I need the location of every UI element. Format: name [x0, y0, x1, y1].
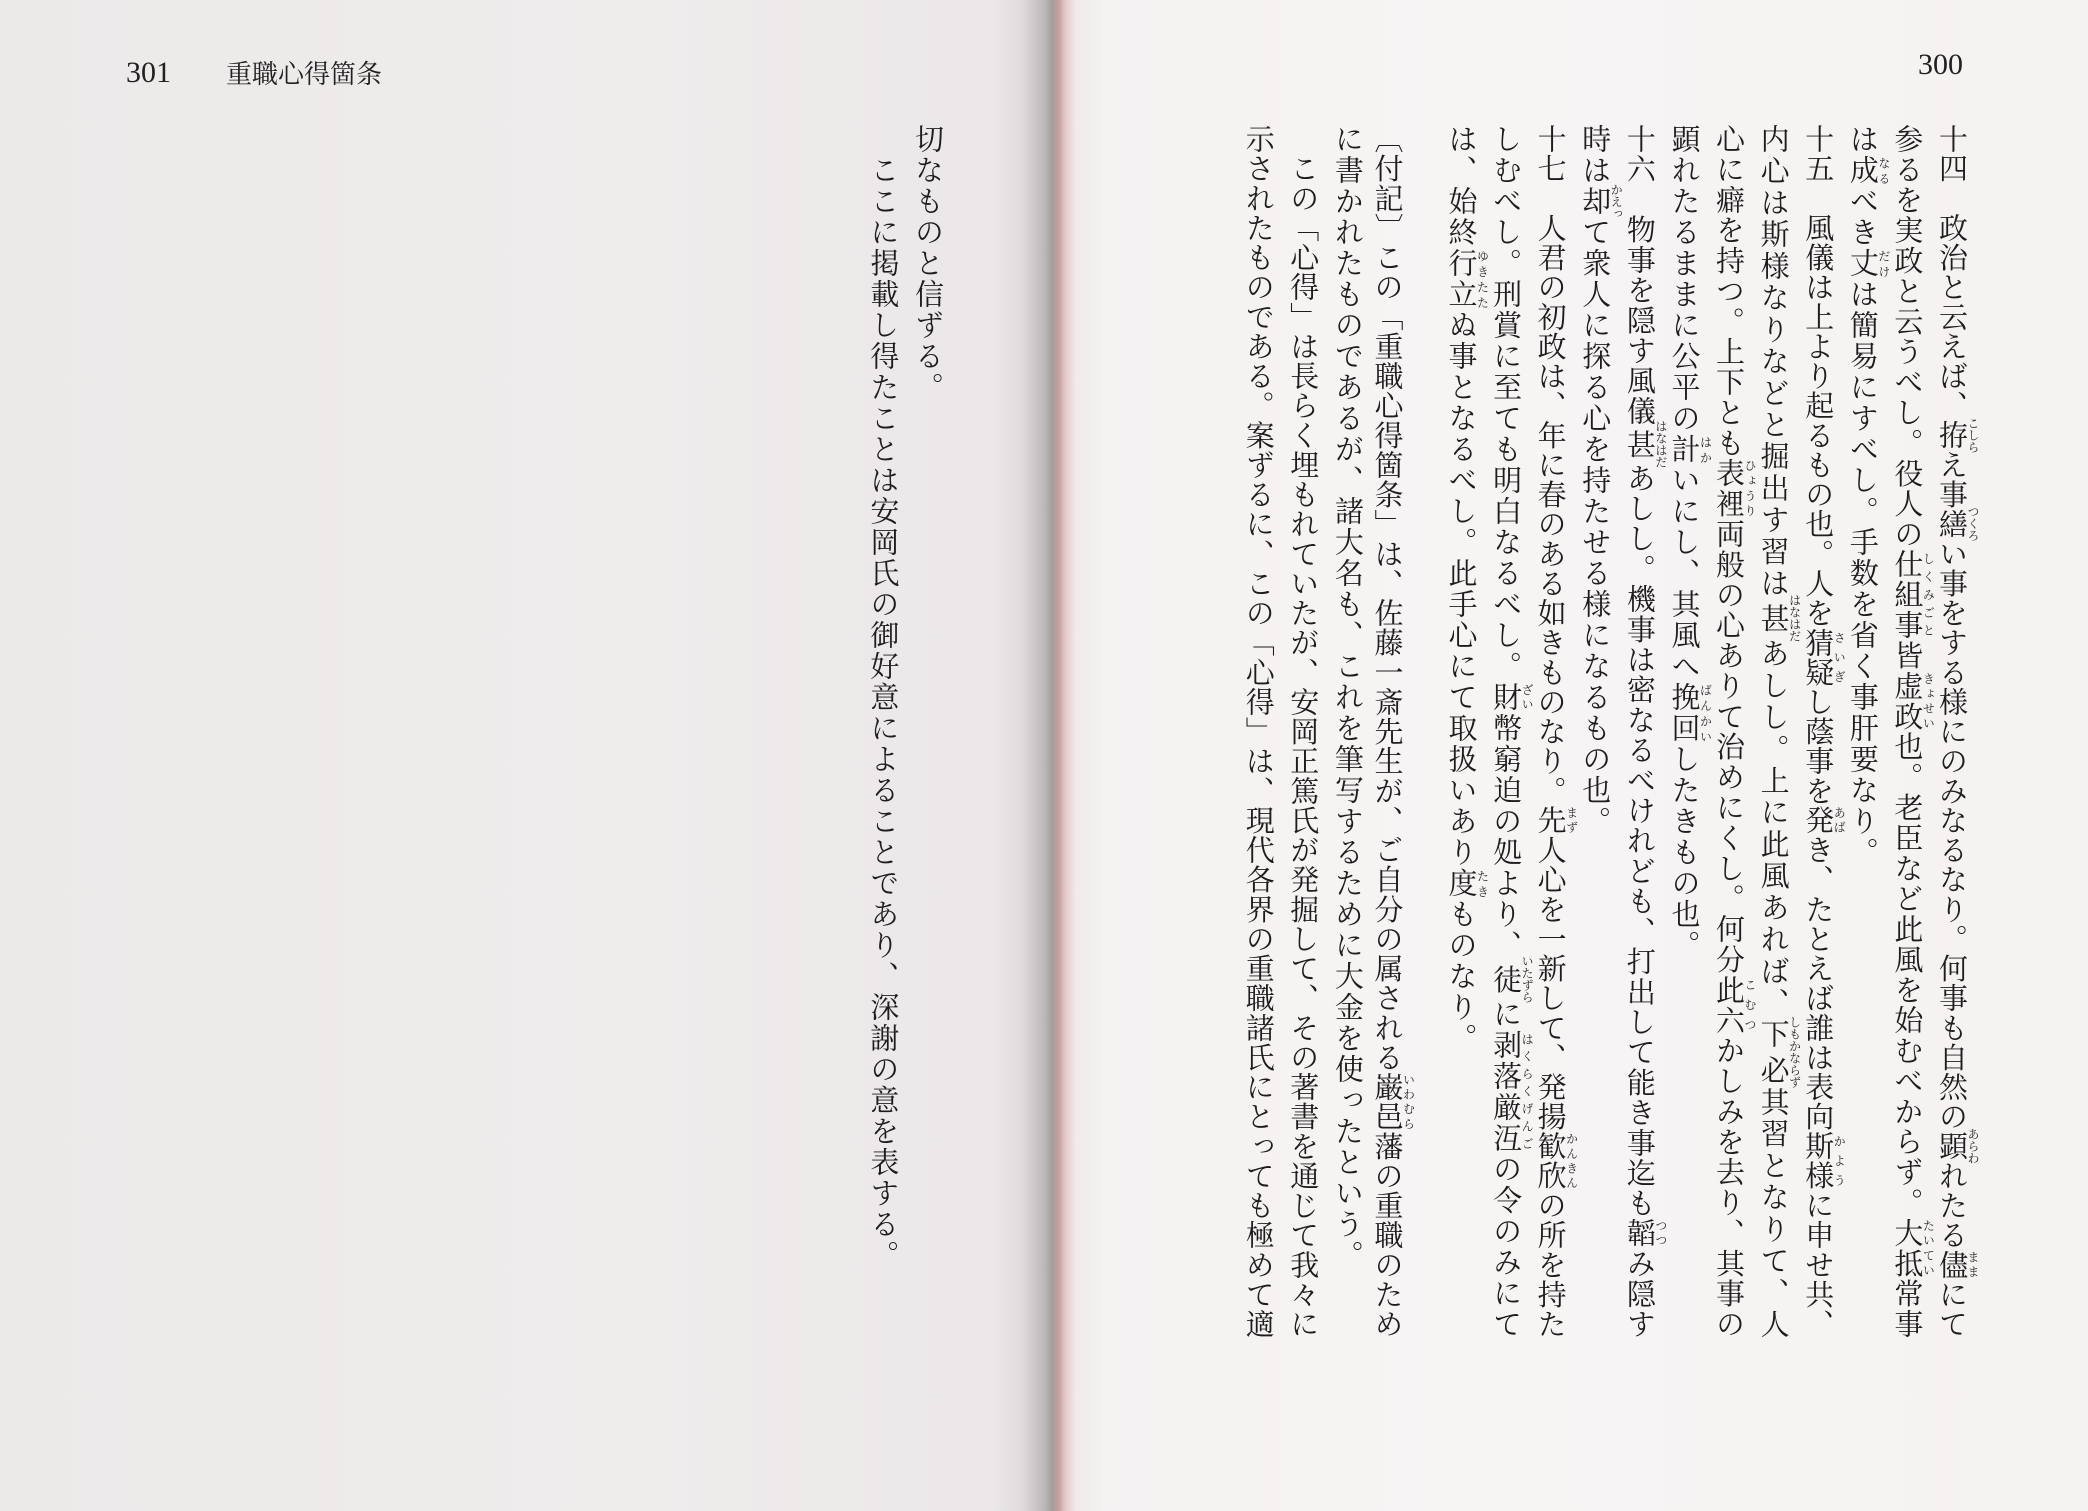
furigana-reading: はなはだ — [1653, 420, 1668, 469]
furigana-reading: こむつ — [1743, 974, 1758, 1035]
ruby-base: 此六 — [1712, 974, 1747, 1036]
ruby-base: 下必 — [1756, 1015, 1791, 1088]
note-column — [1281, 124, 1326, 1338]
ruby-word — [1935, 505, 1980, 542]
text-column — [1756, 124, 1801, 1338]
ruby-base: 甚 — [1756, 593, 1791, 642]
furigana-reading: しもかならず — [1787, 1015, 1802, 1088]
ruby-word — [1935, 416, 1980, 453]
ruby-base: 先 — [1533, 805, 1568, 835]
text-run: し蔭事を — [1801, 686, 1836, 806]
text-run: に申せ共、 — [1801, 1190, 1836, 1338]
furigana-reading: かんきん — [1564, 1131, 1579, 1190]
ruby-base: 度 — [1444, 868, 1479, 899]
text-run: かしみを去り、其事の — [1712, 1035, 1747, 1339]
furigana-reading: なる — [1876, 155, 1891, 186]
text-run: ここに掲載し得たことは安岡氏の御好意によることであり、深謝の意を表する。 — [866, 124, 901, 1271]
ruby-word — [1756, 593, 1802, 642]
furigana-reading: つつ — [1653, 1218, 1668, 1248]
text-run: に書かれたものであるが、諸大名も、これを筆写するために大金を使ったという。 — [1330, 124, 1365, 1271]
text-run: は簡易にすべし。手数を省く事肝要なり。 — [1845, 279, 1880, 868]
text-run: の令のみにて — [1489, 1154, 1524, 1338]
running-head: 重職心得箇条 — [226, 60, 383, 90]
text-run: 幣窮迫の処より、 — [1489, 713, 1524, 961]
furigana-reading: たいてい — [1921, 1217, 1936, 1278]
ruby-base: 巌邑 — [1370, 1072, 1405, 1132]
text-column — [1444, 124, 1489, 1338]
text-run: にて — [1935, 1279, 1969, 1338]
left-page-body — [861, 124, 950, 1338]
ruby-word — [1935, 1127, 1980, 1164]
furigana-reading: はなはだ — [1787, 593, 1802, 642]
ruby-base: 韜 — [1622, 1218, 1657, 1249]
text-column — [1711, 124, 1756, 1338]
text-column — [1845, 124, 1890, 1338]
ruby-word — [1489, 955, 1535, 1003]
ruby-base: 財 — [1489, 682, 1524, 713]
ruby-base: 大抵 — [1890, 1217, 1925, 1279]
ruby-word — [1801, 805, 1847, 835]
furigana-reading: まま — [1966, 1249, 1980, 1279]
text-run: み隠す — [1622, 1248, 1657, 1339]
ruby-base: 拵 — [1935, 416, 1969, 453]
ruby-base: 丈 — [1845, 248, 1880, 279]
ruby-word — [1935, 1249, 1980, 1280]
furigana-reading: いわむら — [1401, 1072, 1416, 1131]
furigana-reading: ゆきたた — [1475, 248, 1490, 310]
text-run: 其習となりて、人 — [1756, 1084, 1791, 1339]
ruby-word — [1444, 868, 1490, 899]
text-run: ぬ事となるべし。此手心にて取扱いあり — [1444, 310, 1479, 868]
ruby-word — [1622, 420, 1668, 469]
item-14-column — [1934, 124, 1979, 1338]
text-column — [1667, 124, 1712, 1338]
furigana-reading: はくらくげんご — [1520, 1030, 1535, 1152]
ruby-base: 甚 — [1622, 420, 1657, 469]
furigana-reading: しくみごと — [1921, 549, 1936, 640]
furigana-reading: かよう — [1832, 1131, 1847, 1190]
text-run: 参るを実政と云うべし。役人の — [1890, 124, 1925, 550]
text-run: 示されたものである。案ずるに、この「心得」は、現代各界の重職諸氏にとっても極めて適 — [1241, 124, 1276, 1338]
ruby-base: 儘 — [1935, 1249, 1969, 1280]
furigana-reading: さいぎ — [1832, 627, 1847, 687]
text-run: れたる — [1935, 1160, 1969, 1250]
text-run: ものなり。 — [1444, 899, 1479, 1054]
ruby-word — [1890, 1217, 1936, 1279]
ruby-word — [1801, 1131, 1847, 1191]
text-run: したきもの也。 — [1667, 744, 1702, 961]
text-run: の所を持た — [1533, 1190, 1568, 1338]
item-15-column — [1801, 124, 1846, 1338]
ruby-base: 猜疑 — [1801, 627, 1836, 687]
text-run: い事をする様にのみなるなり。何事も自然の — [1935, 538, 1969, 1132]
ruby-base: 発 — [1801, 805, 1836, 835]
ruby-base: 歓欣 — [1533, 1131, 1568, 1191]
ruby-base: 成 — [1845, 155, 1880, 186]
text-run: 也。老臣など此風を始むべからず。 — [1890, 731, 1925, 1218]
ruby-word — [1489, 682, 1535, 713]
ruby-base: 挽回 — [1667, 682, 1702, 744]
text-run: いにし、其風へ — [1667, 465, 1702, 682]
furigana-reading: つくろ — [1966, 505, 1980, 542]
furigana-reading: あらわ — [1966, 1127, 1980, 1164]
text-run: 皆 — [1890, 640, 1925, 671]
text-run: あしし。上に此風あれば、 — [1756, 635, 1791, 1020]
ruby-base: 斯様 — [1801, 1131, 1836, 1191]
ruby-base: 剥落厳沍 — [1489, 1030, 1524, 1154]
furigana-reading: きょせい — [1921, 670, 1936, 731]
item-16-column — [1622, 124, 1667, 1338]
text-run: べき — [1845, 186, 1880, 248]
text-run: 人心を一新して、発揚 — [1533, 835, 1568, 1132]
furigana-reading: だけ — [1876, 248, 1891, 279]
text-run: き、たとえば誰は表向 — [1801, 835, 1836, 1132]
binding-gutter-shadow — [992, 0, 1102, 1511]
text-column — [1578, 124, 1623, 1338]
text-run: 両般の心ありて治めにくし。何分 — [1712, 519, 1747, 975]
text-column — [861, 124, 906, 1338]
furigana-reading: いたずら — [1520, 955, 1535, 1003]
text-run: え事 — [1935, 449, 1969, 510]
text-column — [905, 124, 950, 1338]
text-run: 〔付記〕この「重職心得箇条」は、佐藤一斎先生が、ご自分の属される — [1370, 124, 1405, 1072]
ruby-word — [1667, 434, 1713, 465]
ruby-base: 虚政 — [1890, 670, 1925, 732]
text-column — [1488, 124, 1533, 1338]
ruby-word — [1845, 248, 1891, 279]
text-run: 切なものと信ずる。 — [911, 124, 945, 403]
furigana-reading: ばんかい — [1698, 682, 1713, 744]
right-page — [1062, 0, 2088, 1511]
ruby-base: 計 — [1667, 434, 1702, 465]
furigana-reading: まず — [1564, 805, 1579, 835]
text-run: しむべし。刑賞に至ても明白なるべし。 — [1489, 124, 1524, 682]
ruby-base: 表裡 — [1712, 458, 1747, 520]
ruby-base: 仕組事 — [1890, 549, 1925, 641]
ruby-word — [1622, 1218, 1668, 1249]
furigana-reading: ひょうり — [1743, 458, 1758, 518]
ruby-word — [1712, 458, 1758, 520]
text-run: 藩の重職のため — [1370, 1131, 1405, 1338]
text-run: 常事 — [1890, 1278, 1925, 1339]
ruby-base: 顕 — [1935, 1127, 1969, 1164]
note-column — [1325, 124, 1370, 1338]
text-run: 時は — [1578, 124, 1613, 186]
text-run: 顕れたるままに公平の — [1667, 124, 1702, 434]
page-number: 301 — [126, 56, 171, 89]
ruby-word — [1533, 1131, 1579, 1191]
text-run: て衆人に探る心を持たせる様になるもの也。 — [1578, 217, 1613, 837]
ruby-base: 却 — [1578, 183, 1613, 220]
text-run: あしし。機事は密なるべけれども、打出して能き事迄も — [1622, 462, 1657, 1219]
ruby-base: 徒 — [1489, 955, 1524, 1003]
furigana-reading: ざい — [1520, 682, 1535, 711]
item-17-column — [1533, 124, 1578, 1338]
text-run: は、始終 — [1444, 124, 1479, 248]
ruby-word — [1667, 682, 1713, 744]
text-run: 内心は斯様なりなどと掘出す習は — [1756, 124, 1791, 600]
ruby-word — [1489, 1030, 1535, 1154]
ruby-word — [1890, 670, 1936, 732]
ruby-word — [1578, 183, 1624, 220]
ruby-base: 繕 — [1935, 505, 1969, 542]
ruby-word — [1533, 805, 1579, 835]
ruby-word — [1756, 1015, 1802, 1088]
furigana-reading: はか — [1698, 434, 1713, 465]
ruby-word — [1712, 974, 1758, 1036]
text-run: 十五 風儀は上より起るもの也。人を — [1801, 124, 1836, 628]
furigana-reading: こしら — [1966, 416, 1980, 453]
note-column — [1370, 124, 1415, 1338]
right-page-body — [1236, 124, 1979, 1338]
text-run: に — [1489, 997, 1524, 1030]
text-run: 十六 物事を隠す風儀 — [1622, 124, 1657, 427]
furigana-reading: かえっ — [1609, 183, 1624, 220]
text-run: 十七 人君の初政は、年に春のある如きものなり。 — [1533, 124, 1568, 806]
page-number: 300 — [1918, 48, 1963, 81]
ruby-base: 行立 — [1444, 248, 1479, 310]
text-run: この「心得」は長らく埋もれていたが、安岡正篤氏が発掘して、その著書を通じて我々に — [1286, 124, 1321, 1338]
text-column — [1890, 124, 1935, 1338]
text-run: は — [1845, 124, 1880, 155]
ruby-word — [1444, 248, 1490, 310]
note-column — [1236, 124, 1281, 1338]
furigana-reading: たき — [1475, 868, 1490, 899]
ruby-word — [1890, 549, 1936, 641]
ruby-word — [1370, 1072, 1416, 1132]
ruby-word — [1845, 155, 1891, 186]
text-run: 十四 政治と云えば、 — [1935, 124, 1969, 421]
ruby-word — [1801, 627, 1847, 687]
text-run: 心に癖を持つ。上下とも — [1712, 124, 1747, 459]
furigana-reading: あば — [1832, 805, 1847, 835]
